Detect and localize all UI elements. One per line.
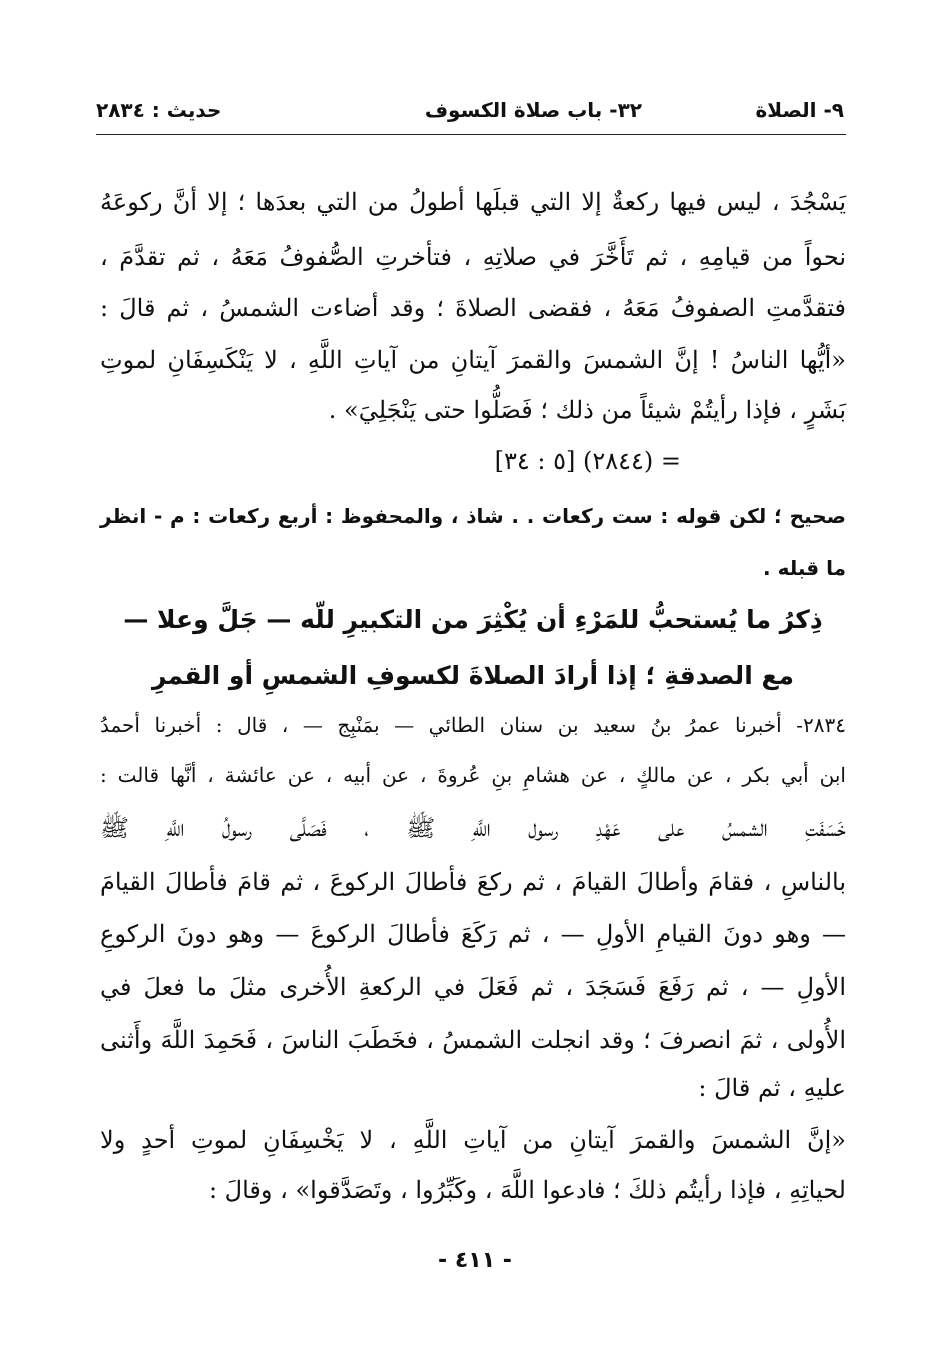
hadith-text-line: بالناسِ ، فقامَ وأطالَ القيامَ ، ثم ركعَ فأطالَ الركوعَ ، ثم قامَ فأطالَ القيامَ: [100, 868, 846, 896]
quote-line: بَشَرٍ ، فإذا رأيتُمْ شيئاً من ذلك ؛ فَصَلُّوا حتى يَنْجَلِيَ» .: [328, 396, 846, 424]
text-line: نحواً من قيامِهِ ، ثم تَأَخَّرَ في صلاتِهِ ، فتأخرتِ الصُّفوفُ مَعَهُ ، ثم تقدَّمَ ،: [100, 243, 846, 271]
hadith-text-line: — وهو دونَ القيامِ الأولِ — ، ثم رَكَعَ فأطالَ الركوعَ — وهو دونَ الركوعِ: [100, 920, 846, 948]
hadith-text-line: «إنَّ الشمسَ والقمرَ آيتانِ من آياتِ اللَّهِ ، لا يَخْسِفَانِ لموتِ أحدٍ ولا: [100, 1126, 846, 1154]
chapter-heading: مع الصدقةِ ؛ إذا أرادَ الصلاةَ لكسوفِ الشمسِ أو القمرِ: [151, 661, 795, 690]
hadith-text-line: خَسَفَتِ الشمسُ على عَهْدِ رسول اللَّهِ ﷺ ، فَصَلَّى رسولُ اللَّهِ ﷺ: [100, 814, 846, 842]
text-line: يَسْجُدَ ، ليس فيها ركعةٌ إلا التي قبلَها أطولُ من التي بعدَها ؛ إلا أنَّ ركوعَهُ: [100, 188, 846, 216]
grading-note: صحيح ؛ لكن قوله : ست ركعات . . شاذ ، والمحفوظ : أربع ركعات : م - انظر: [100, 504, 846, 528]
isnad-line: ٢٨٣٤- أخبرنا عمرُ بنُ سعيد بن سنان الطائي — بمَنْبِج — ، قال : أخبرنا أحمدُ: [100, 713, 846, 737]
cross-reference: = (٢٨٤٤) [٥ : ٣٤]: [494, 447, 681, 475]
hadith-text-line: لحياتِهِ ، فإذا رأيتُم ذلكَ ؛ فادعوا اللَّهَ ، وكَبِّرُوا ، وتَصَدَّقوا» ، وقالَ :: [208, 1176, 846, 1204]
text-line: فتقدَّمتِ الصفوفُ مَعَهُ ، فقضى الصلاةَ ؛ وقد أضاءت الشمسُ ، ثم قالَ :: [100, 294, 846, 322]
section-title: ٣٢- باب صلاة الكسوف: [424, 98, 642, 122]
chapter-heading: ذِكرُ ما يُستحبُّ للمَرْءِ أن يُكْثِرَ من التكبيرِ للّه — جَلَّ وعلا —: [123, 605, 823, 634]
grading-note-end: ما قبله .: [763, 556, 846, 580]
hadith-text-line: الأُولى ، ثمَ انصرفَ ؛ وقد انجلت الشمسُ ، فخَطَبَ الناسَ ، فَحَمِدَ اللَّهَ وأَثنى: [100, 1026, 846, 1054]
hadith-number: حديث : ٢٨٣٤: [96, 98, 222, 122]
hadith-text-line: الأولِ — ، ثم رَفَعَ فَسَجَدَ ، ثم فَعَلَ في الركعةِ الأُخرى مثلَ ما فعلَ في: [100, 973, 846, 1001]
header-rule: [96, 134, 846, 135]
running-header: [96, 96, 844, 128]
page-number: - ٤١١ -: [438, 1248, 512, 1273]
quote-line: «أيُّها الناسُ ! إنَّ الشمسَ والقمرَ آيتانِ من آياتِ اللَّهِ ، لا يَنْكَسِفَانِ لموتِ: [100, 346, 846, 374]
isnad-line: ابن أبي بكر ، عن مالكٍ ، عن هشامِ بنِ عُروةَ ، عن أبيه ، عن عائشة ، أنَّها قالت :: [100, 763, 846, 787]
chapter-title: ٩- الصلاة: [755, 98, 844, 122]
hadith-text-line: عليهِ ، ثم قالَ :: [698, 1074, 846, 1102]
